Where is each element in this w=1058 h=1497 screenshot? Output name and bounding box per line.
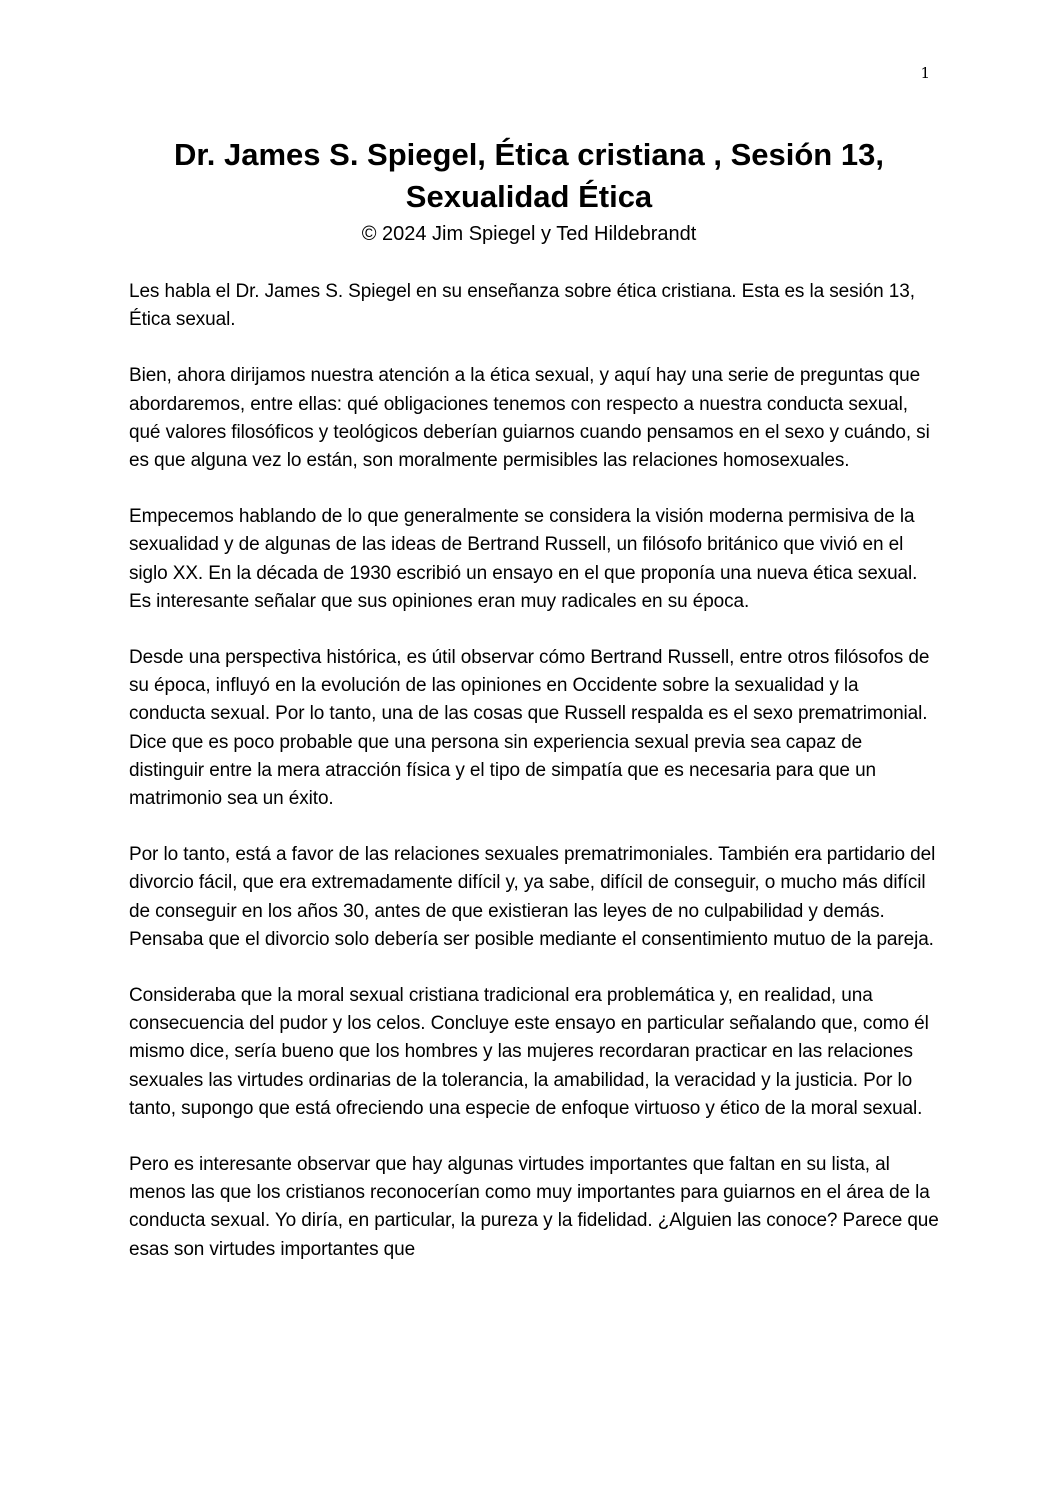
paragraph-1: Les habla el Dr. James S. Spiegel en su enseñanza sobre ética cristiana. Esta es la sesión 13, Ética sexual. [129, 281, 915, 331]
paragraph-4: Desde una perspectiva histórica, es útil observar cómo Bertrand Russell, entre otros filósofos de su época, influyó en la evolución de las opiniones en Occidente sobre la sexualidad y la conducta sexual. Por lo tanto, una de las cosas que Russell respalda es el sexo prematrimonial. Dice que es poco probable que una persona sin experiencia sexual previa sea capaz de distinguir entre la mera atracción física y el tipo de simpatía que es necesaria para que un matrimonio sea un éxito. [129, 647, 930, 810]
paragraph-7: Pero es interesante observar que hay algunas virtudes importantes que faltan en su lista, al menos las que los cristianos reconocerían como muy importantes para guiarnos en el área de la conducta sexual. Yo diría, en particular, la pureza y la fidelidad. ¿Alguien las conoce? Parece que esas son virtudes importantes que [129, 1154, 939, 1260]
document-title: Dr. James S. Spiegel, Ética cristiana , Sesión 13, Sexualidad Ética [174, 137, 884, 214]
page-number: 1 [920, 64, 930, 82]
paragraph-2: Bien, ahora dirijamos nuestra atención a la ética sexual, y aquí hay una serie de preguntas que abordaremos, entre ellas: qué obligaciones tenemos con respecto a nuestra conducta sexual, qué valores filosóficos y teológicos deberían guiarnos cuando pensamos en el sexo y cuándo, si es que alguna vez lo están, son moralmente permisibles las relaciones homosexuales. [129, 365, 930, 472]
paragraph-3: Empecemos hablando de lo que generalmente se considera la visión moderna permisiva de la sexualidad y de algunas de las ideas de Bertrand Russell, un filósofo británico que vivió en el siglo XX. En la década de 1930 escribió un ensayo en el que proponía una nueva ética sexual. Es interesante señalar que sus opiniones eran muy radicales en su época. [129, 506, 918, 612]
body-text [129, 278, 939, 1292]
title-block [120, 134, 938, 248]
copyright-line: © 2024 Jim Spiegel y Ted Hildebrandt [361, 223, 697, 245]
paragraph-5: Por lo tanto, está a favor de las relaciones sexuales prematrimoniales. También era partidario del divorcio fácil, que era extremadamente difícil y, ya sabe, difícil de conseguir, o mucho más difícil de conseguir en los años 30, antes de que existieran las leyes de no culpabilidad y demás. Pensaba que el divorcio solo debería ser posible mediante el consentimiento mutuo de la pareja. [129, 844, 936, 950]
paragraph-6: Consideraba que la moral sexual cristiana tradicional era problemática y, en realidad, una consecuencia del pudor y los celos. Concluye este ensayo en particular señalando que, como él mismo dice, sería bueno que los hombres y las mujeres recordaran practicar en las relaciones sexuales las virtudes ordinarias de la tolerancia, la amabilidad, la veracidad y la justicia. Por lo tanto, supongo que está ofreciendo una especie de enfoque virtuoso y ético de la moral sexual. [129, 985, 929, 1119]
